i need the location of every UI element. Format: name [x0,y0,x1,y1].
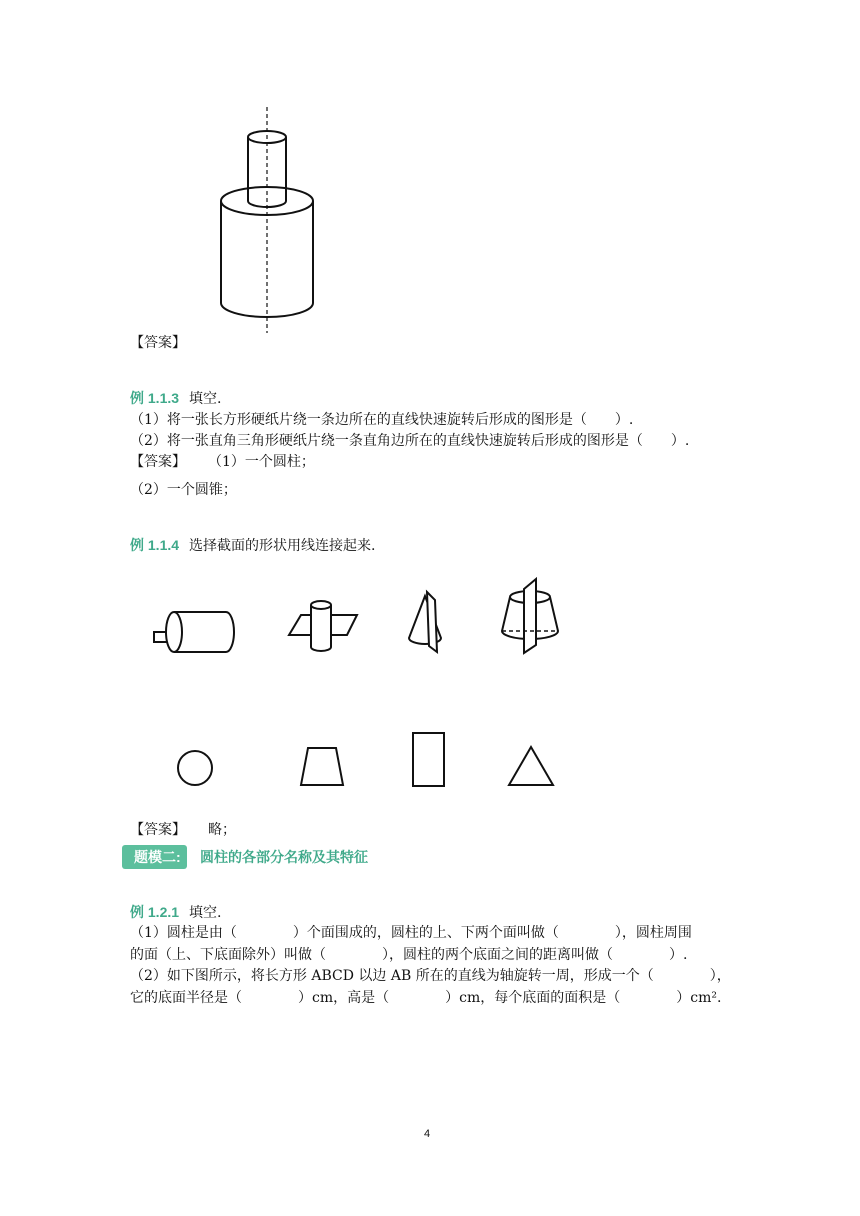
trapezoid-shape [298,745,348,787]
example-title: 填空. [189,391,222,407]
vertical-cylinder-with-plane-icon [285,597,365,657]
question-line-3: （2）如下图所示，将长方形 ABCD 以边 AB 所在的直线为轴旋转一周，形成一个（ ）， [130,968,731,984]
example-113-heading [130,388,221,409]
frustum-with-plane-icon [498,575,568,655]
rectangle-shape [410,730,450,790]
answer-label-1: 【答案】 [130,335,186,351]
answer-row-114 [130,820,236,840]
answer-row [130,452,315,472]
example-title: 选择截面的形状用线连接起来. [189,538,376,554]
question-line-4: 它的底面半径是（ ）cm，高是（ ）cm，每个底面的面积是（ ）cm². [130,990,722,1006]
cone-with-plane-icon [405,588,455,658]
section-title: 圆柱的各部分名称及其特征 [200,849,368,865]
triangle-shape [507,744,557,789]
horizontal-cylinder-with-plane-icon [150,600,240,660]
example-label: 例 1.1.4 [130,537,180,553]
circle-shape [175,748,215,788]
example-label: 例 1.2.1 [130,904,180,920]
answer-text: 略； [208,822,236,838]
example-label: 例 1.1.3 [130,390,180,406]
page-number: 4 [424,1128,431,1140]
question-1: （1）将一张长方形硬纸片绕一条边所在的直线快速旋转后形成的图形是（ ）. [130,412,634,428]
answer-1: （1）一个圆柱； [208,454,315,470]
question-line-2: 的面（上、下底面除外）叫做（ ），圆柱的两个底面之间的距离叫做（ ）. [130,947,688,963]
stacked-cylinder-figure [215,105,335,335]
question-line-1: （1）圆柱是由（ ）个面围成的，圆柱的上、下两个面叫做（ ），圆柱周围 [130,925,692,941]
example-title: 填空. [189,905,222,921]
answer-label: 【答案】 [130,822,186,838]
section-tag: 题模二: [122,845,187,869]
example-121-heading [130,902,221,923]
answer-label: 【答案】 [130,454,186,470]
question-2: （2）将一张直角三角形硬纸片绕一条直角边所在的直线快速旋转后形成的图形是（ ）. [130,433,690,449]
answer-2: （2）一个圆锥； [130,482,237,498]
example-114-heading [130,535,375,556]
